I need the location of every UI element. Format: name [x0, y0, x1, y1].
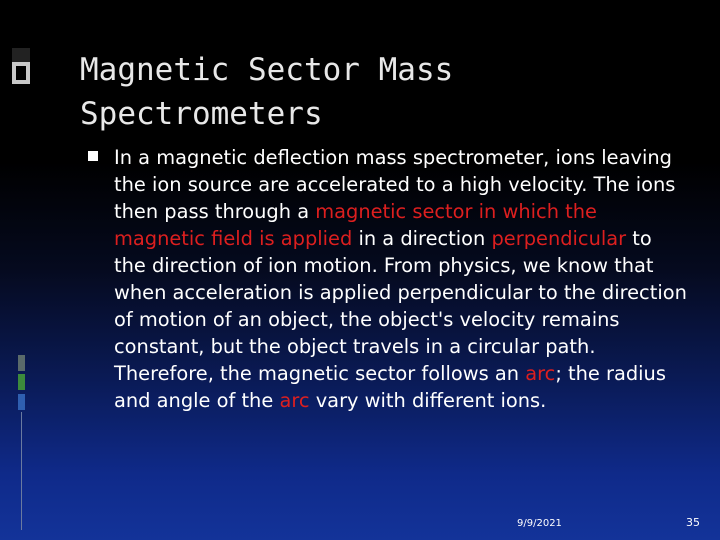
bullet-text: [114, 144, 688, 414]
decor-block-green: [18, 374, 25, 390]
footer-date: 9/9/2021: [517, 518, 562, 529]
bullet-segment: to the direction of ion motion. From physics, we know that when acceleration is applied perpendicular to the direction of motion of an object, the object's velocity remains constant, but the object travels in a circular path. Therefore, the magnetic sector follows an: [114, 227, 687, 385]
decor-block-top-inner: [16, 66, 26, 80]
highlight-perpendicular: perpendicular: [491, 227, 627, 250]
decor-block-top: [12, 48, 30, 62]
bullet-segment: vary with different ions.: [309, 389, 547, 412]
decor-block-gray: [18, 355, 25, 371]
decor-vertical-line: [21, 412, 22, 530]
bullet-list: [88, 144, 688, 414]
bullet-segment: ; the radius and angle of the: [114, 362, 666, 412]
highlight-magnetic-sector: magnetic sector in which the magnetic field is applied: [114, 200, 597, 250]
bullet-segment: in a direction: [352, 227, 492, 250]
bullet-segment: In a magnetic deflection mass spectrometer, ions leaving the ion source are accelerated to a high velocity. The ions then pass through a: [114, 146, 676, 223]
slide-title: Magnetic Sector Mass Spectrometers: [80, 52, 454, 132]
page-number: 35: [686, 516, 700, 529]
square-bullet-icon: [88, 151, 98, 161]
highlight-arc: arc: [279, 389, 310, 412]
decor-block-blue: [18, 394, 25, 410]
highlight-arc: arc: [525, 362, 556, 385]
